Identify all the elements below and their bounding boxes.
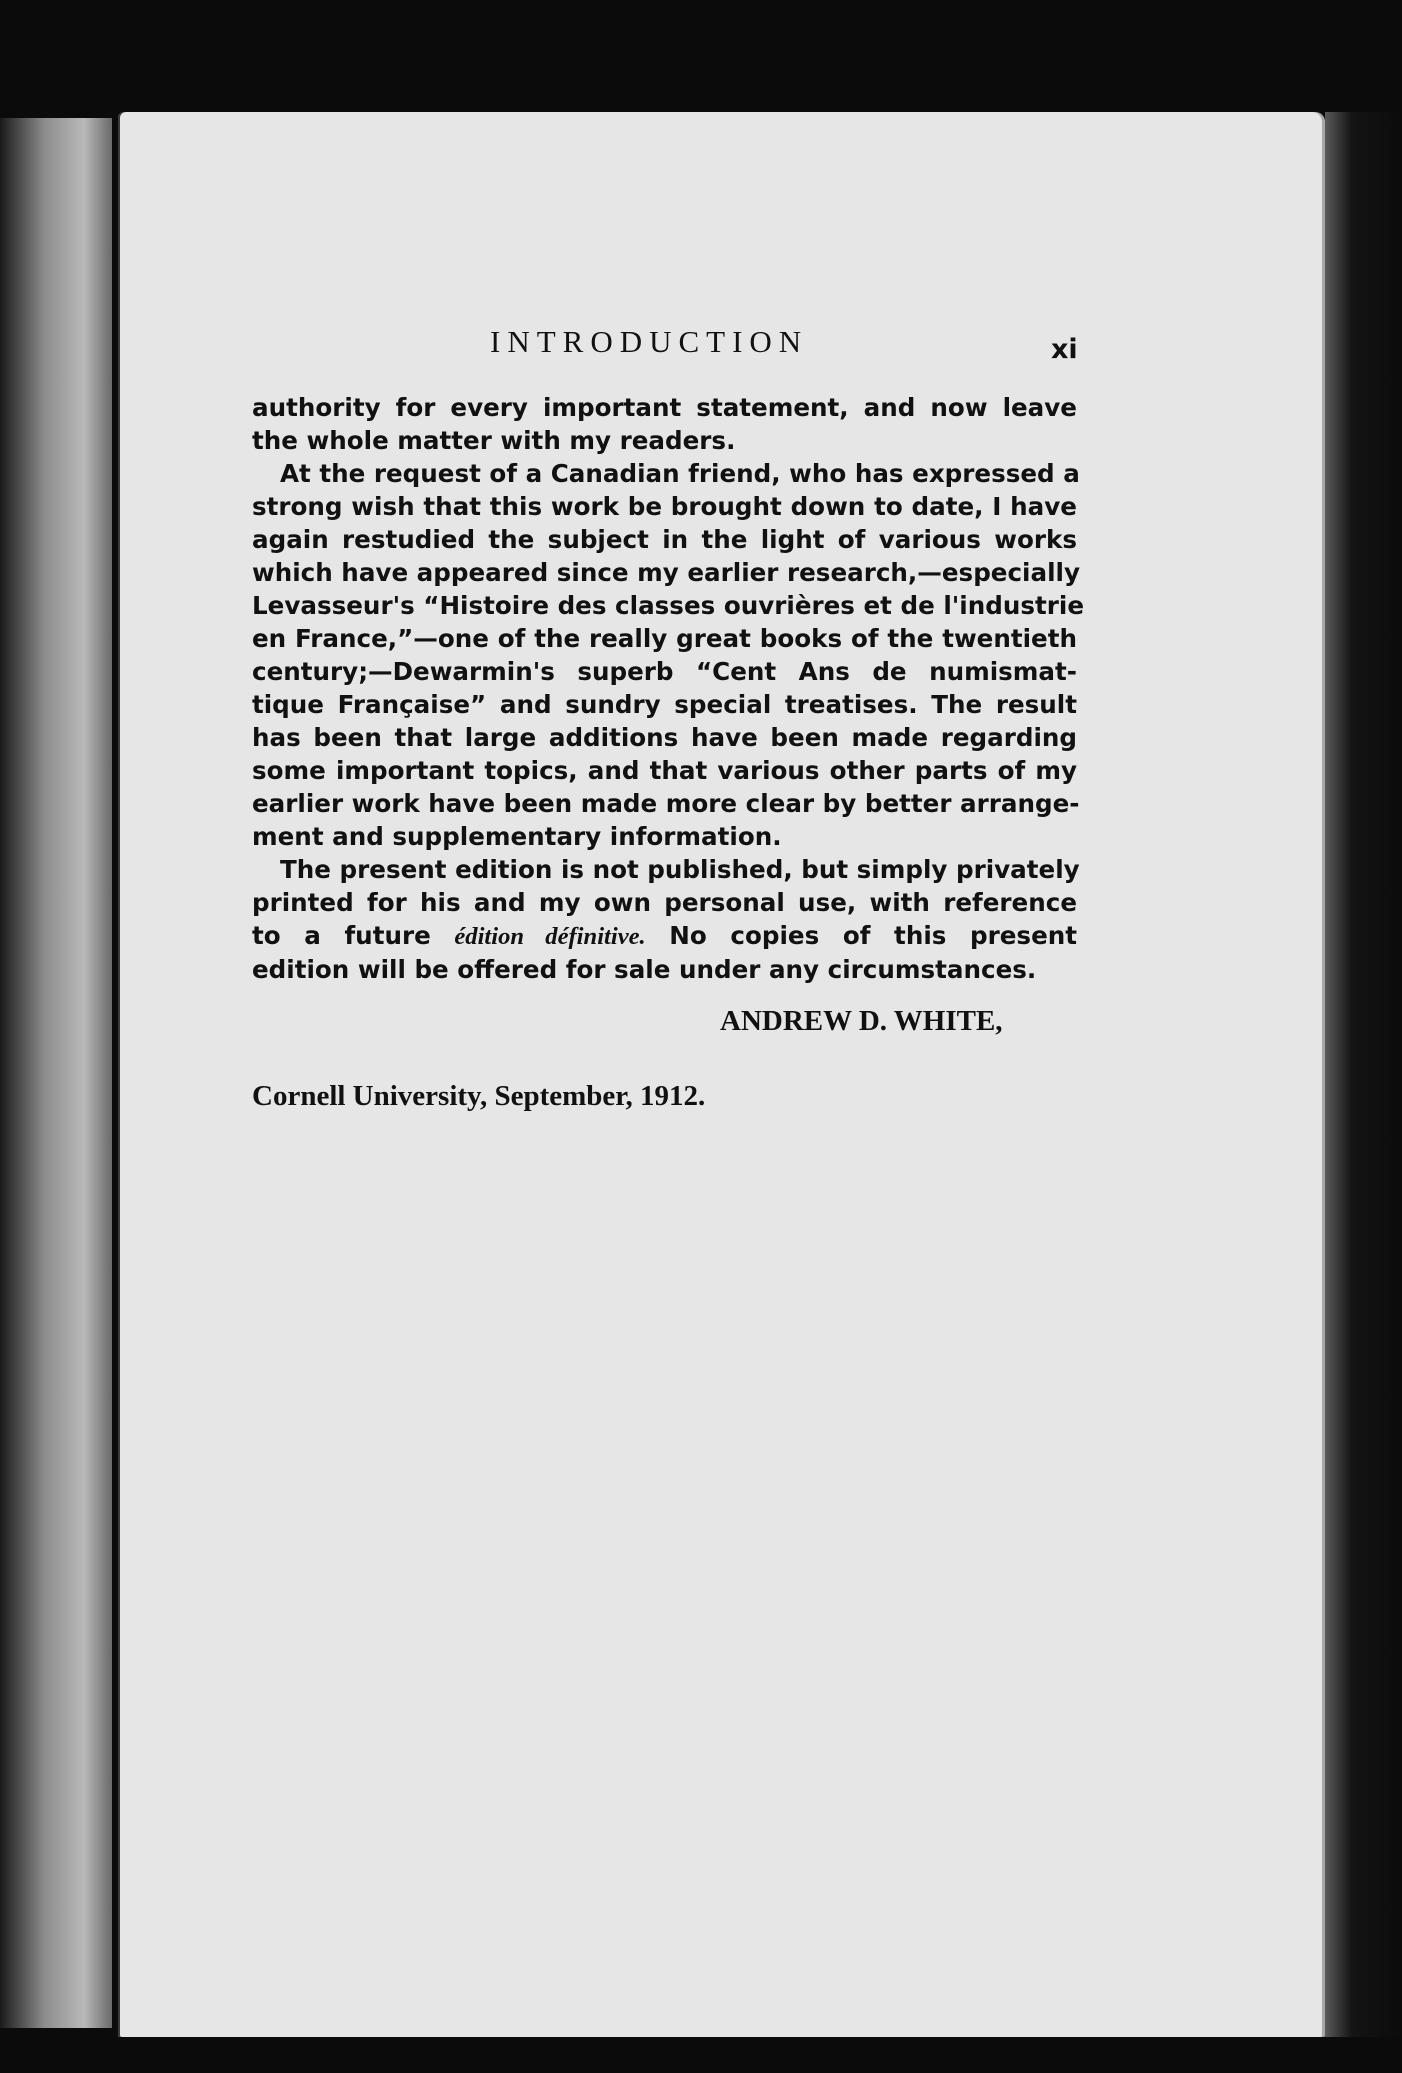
place-date-line: Cornell University, September, 1912. [252, 1080, 706, 1112]
author-signature: ANDREW D. WHITE, [720, 1005, 1003, 1037]
text-line: which have appeared since my earlier research,—especially [252, 558, 1080, 587]
text-line: edition will be offered for sale under any circumstances. [252, 955, 1037, 984]
body-text [252, 391, 1084, 986]
text-line: century;—Dewarmin's superb “Cent Ans de numismat- [252, 657, 1077, 686]
left-page-edge [0, 118, 112, 2028]
text-line: The present edition is not published, but simply privately [280, 855, 1080, 884]
text-line: en France,”—one of the really great books of the twentieth [252, 624, 1077, 653]
text-line: printed for his and my own personal use, with reference [252, 888, 1077, 917]
text-line: earlier work have been made more clear by better arrange- [252, 789, 1080, 818]
text-line: Levasseur's “Histoire des classes ouvrières et de l'industrie [252, 591, 1084, 620]
text-line: the whole matter with my readers. [252, 426, 736, 455]
page-number: xi [1051, 334, 1078, 365]
running-head: INTRODUCTION [490, 324, 809, 359]
text-line: At the request of a Canadian friend, who has expressed a [280, 459, 1080, 488]
text-line: ment and supplementary information. [252, 822, 782, 851]
text-line: to a future édition définitive. No copies of this present [252, 921, 1078, 950]
text-line: strong wish that this work be brought down to date, I have [252, 492, 1077, 521]
text-line: again restudied the subject in the light of various works [252, 525, 1077, 554]
text-line: tique Française” and sundry special treatises. The result [252, 690, 1077, 719]
text-line: authority for every important statement, and now leave [252, 393, 1077, 422]
page-edge-shadow [1325, 112, 1402, 2037]
text-line: some important topics, and that various other parts of my [252, 756, 1077, 785]
text-line: has been that large additions have been made regarding [252, 723, 1077, 752]
italic-phrase: édition définitive. [454, 923, 646, 950]
